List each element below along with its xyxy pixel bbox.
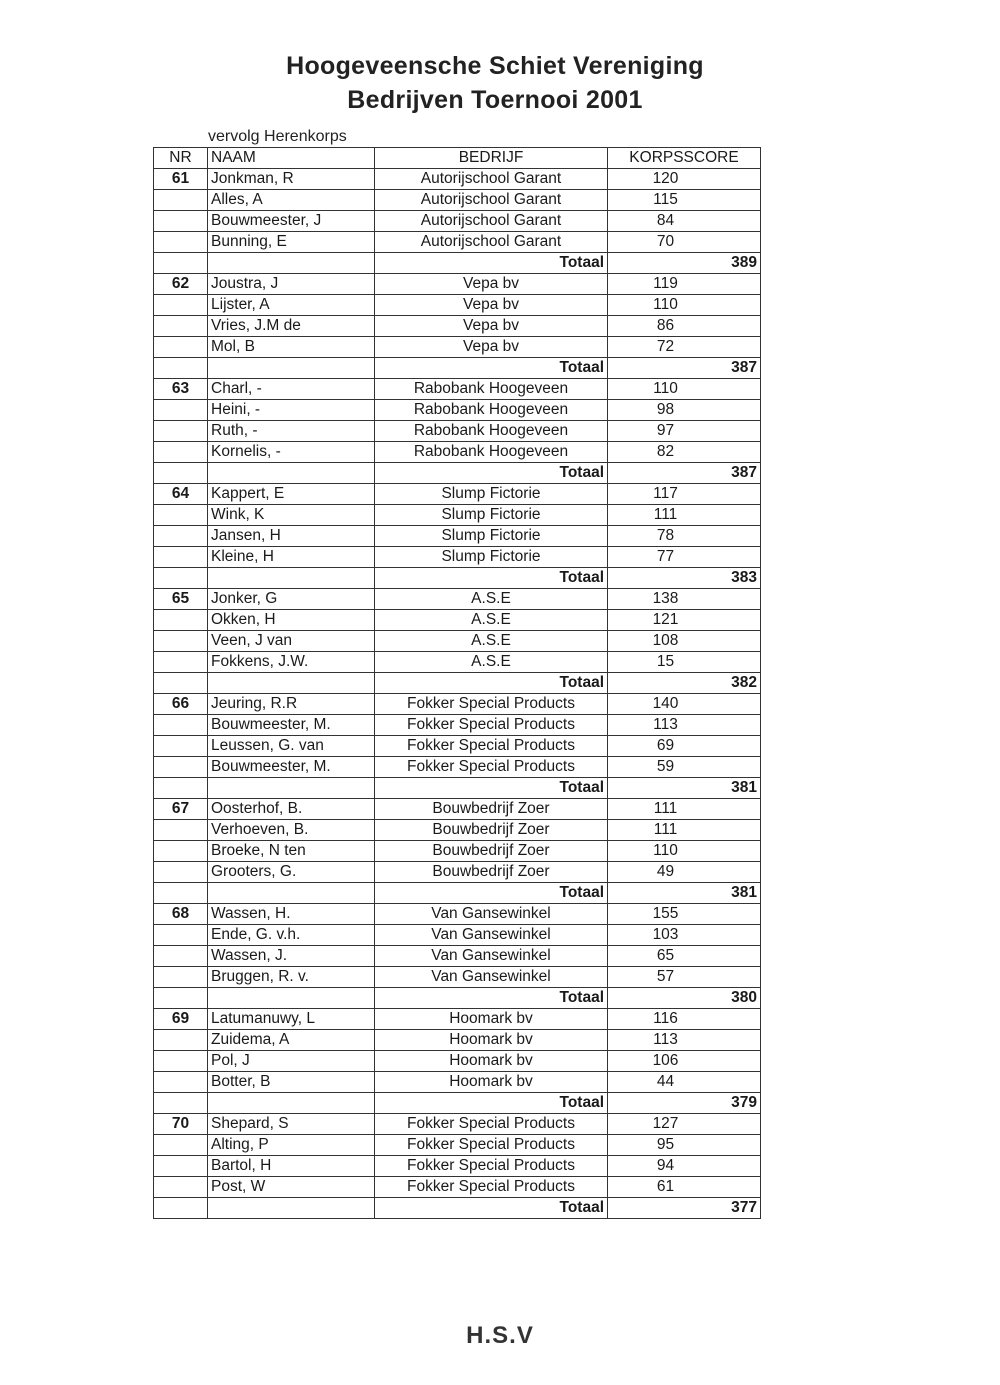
score-cell: 117 — [608, 484, 761, 505]
nr-cell — [154, 967, 208, 988]
total-row — [154, 253, 761, 274]
bedrijf-cell: Vepa bv — [375, 295, 608, 316]
score-cell: 103 — [608, 925, 761, 946]
score-cell: 97 — [608, 421, 761, 442]
bedrijf-cell: Vepa bv — [375, 337, 608, 358]
bedrijf-cell: Van Gansewinkel — [375, 946, 608, 967]
naam-cell: Bartol, H — [208, 1156, 375, 1177]
total-value: 387 — [608, 463, 761, 484]
column-header-nr: NR — [154, 148, 208, 169]
empty-cell — [208, 463, 375, 484]
bedrijf-cell: Hoomark bv — [375, 1072, 608, 1093]
bedrijf-cell: Slump Fictorie — [375, 484, 608, 505]
naam-cell: Bunning, E — [208, 232, 375, 253]
table-row — [154, 589, 761, 610]
table-row — [154, 169, 761, 190]
score-cell: 57 — [608, 967, 761, 988]
empty-cell — [154, 778, 208, 799]
score-cell: 116 — [608, 1009, 761, 1030]
bedrijf-cell: Bouwbedrijf Zoer — [375, 820, 608, 841]
bedrijf-cell: A.S.E — [375, 631, 608, 652]
total-value: 382 — [608, 673, 761, 694]
total-row — [154, 673, 761, 694]
bedrijf-cell: Van Gansewinkel — [375, 904, 608, 925]
total-value: 379 — [608, 1093, 761, 1114]
nr-cell — [154, 505, 208, 526]
table-row — [154, 757, 761, 778]
table-row — [154, 967, 761, 988]
bedrijf-cell: A.S.E — [375, 652, 608, 673]
score-cell: 44 — [608, 1072, 761, 1093]
nr-cell — [154, 442, 208, 463]
bedrijf-cell: Van Gansewinkel — [375, 967, 608, 988]
empty-cell — [208, 358, 375, 379]
nr-cell — [154, 757, 208, 778]
bedrijf-cell: Rabobank Hoogeveen — [375, 442, 608, 463]
nr-cell — [154, 652, 208, 673]
score-cell: 119 — [608, 274, 761, 295]
naam-cell: Fokkens, J.W. — [208, 652, 375, 673]
total-label: Totaal — [375, 463, 608, 484]
bedrijf-cell: Fokker Special Products — [375, 1177, 608, 1198]
nr-cell — [154, 820, 208, 841]
column-header-naam: NAAM — [208, 148, 375, 169]
total-row — [154, 1198, 761, 1219]
total-label: Totaal — [375, 778, 608, 799]
table-row — [154, 547, 761, 568]
empty-cell — [154, 673, 208, 694]
naam-cell: Lijster, A — [208, 295, 375, 316]
total-row — [154, 778, 761, 799]
score-cell: 121 — [608, 610, 761, 631]
naam-cell: Alles, A — [208, 190, 375, 211]
naam-cell: Leussen, G. van — [208, 736, 375, 757]
footer-initials: H.S.V — [466, 1322, 534, 1349]
table-row — [154, 946, 761, 967]
nr-cell: 68 — [154, 904, 208, 925]
bedrijf-cell: Bouwbedrijf Zoer — [375, 862, 608, 883]
table-row — [154, 505, 761, 526]
total-value: 381 — [608, 778, 761, 799]
results-table — [153, 147, 761, 1219]
bedrijf-cell: Fokker Special Products — [375, 1135, 608, 1156]
bedrijf-cell: Slump Fictorie — [375, 505, 608, 526]
total-value: 380 — [608, 988, 761, 1009]
naam-cell: Botter, B — [208, 1072, 375, 1093]
empty-cell — [154, 358, 208, 379]
bedrijf-cell: A.S.E — [375, 589, 608, 610]
table-row — [154, 862, 761, 883]
score-cell: 61 — [608, 1177, 761, 1198]
table-row — [154, 1114, 761, 1135]
total-value: 387 — [608, 358, 761, 379]
score-cell: 106 — [608, 1051, 761, 1072]
naam-cell: Charl, - — [208, 379, 375, 400]
score-cell: 84 — [608, 211, 761, 232]
table-row — [154, 337, 761, 358]
total-value: 389 — [608, 253, 761, 274]
bedrijf-cell: Fokker Special Products — [375, 1114, 608, 1135]
nr-cell — [154, 337, 208, 358]
nr-cell: 66 — [154, 694, 208, 715]
table-row — [154, 1135, 761, 1156]
bedrijf-cell: Rabobank Hoogeveen — [375, 400, 608, 421]
nr-cell: 62 — [154, 274, 208, 295]
empty-cell — [208, 778, 375, 799]
score-cell: 78 — [608, 526, 761, 547]
score-cell: 59 — [608, 757, 761, 778]
score-cell: 94 — [608, 1156, 761, 1177]
empty-cell — [154, 988, 208, 1009]
empty-cell — [208, 673, 375, 694]
table-row — [154, 1156, 761, 1177]
score-cell: 70 — [608, 232, 761, 253]
naam-cell: Ruth, - — [208, 421, 375, 442]
score-cell: 95 — [608, 1135, 761, 1156]
total-label: Totaal — [375, 1093, 608, 1114]
empty-cell — [154, 568, 208, 589]
total-value: 383 — [608, 568, 761, 589]
score-cell: 108 — [608, 631, 761, 652]
score-cell: 69 — [608, 736, 761, 757]
empty-cell — [208, 883, 375, 904]
score-cell: 155 — [608, 904, 761, 925]
table-header-row — [154, 148, 761, 169]
nr-cell — [154, 232, 208, 253]
bedrijf-cell: Van Gansewinkel — [375, 925, 608, 946]
table-row — [154, 736, 761, 757]
naam-cell: Joustra, J — [208, 274, 375, 295]
nr-cell — [154, 715, 208, 736]
nr-cell — [154, 1156, 208, 1177]
naam-cell: Latumanuwy, L — [208, 1009, 375, 1030]
empty-cell — [154, 253, 208, 274]
naam-cell: Shepard, S — [208, 1114, 375, 1135]
empty-cell — [154, 1198, 208, 1219]
naam-cell: Oosterhof, B. — [208, 799, 375, 820]
total-row — [154, 568, 761, 589]
table-row — [154, 442, 761, 463]
naam-cell: Post, W — [208, 1177, 375, 1198]
total-value: 381 — [608, 883, 761, 904]
nr-cell — [154, 295, 208, 316]
total-label: Totaal — [375, 673, 608, 694]
total-row — [154, 883, 761, 904]
nr-cell: 63 — [154, 379, 208, 400]
table-row — [154, 526, 761, 547]
table-row — [154, 1009, 761, 1030]
score-cell: 77 — [608, 547, 761, 568]
empty-cell — [208, 1198, 375, 1219]
bedrijf-cell: Fokker Special Products — [375, 715, 608, 736]
total-label: Totaal — [375, 253, 608, 274]
table-row — [154, 631, 761, 652]
naam-cell: Bouwmeester, M. — [208, 715, 375, 736]
naam-cell: Okken, H — [208, 610, 375, 631]
bedrijf-cell: A.S.E — [375, 610, 608, 631]
bedrijf-cell: Vepa bv — [375, 316, 608, 337]
empty-cell — [154, 463, 208, 484]
total-label: Totaal — [375, 568, 608, 589]
bedrijf-cell: Slump Fictorie — [375, 547, 608, 568]
naam-cell: Heini, - — [208, 400, 375, 421]
table-row — [154, 232, 761, 253]
naam-cell: Zuidema, A — [208, 1030, 375, 1051]
score-cell: 72 — [608, 337, 761, 358]
nr-cell — [154, 421, 208, 442]
nr-cell: 65 — [154, 589, 208, 610]
naam-cell: Verhoeven, B. — [208, 820, 375, 841]
table-row — [154, 295, 761, 316]
table-row — [154, 820, 761, 841]
total-value: 377 — [608, 1198, 761, 1219]
score-cell: 98 — [608, 400, 761, 421]
nr-cell — [154, 925, 208, 946]
naam-cell: Jansen, H — [208, 526, 375, 547]
score-cell: 140 — [608, 694, 761, 715]
empty-cell — [208, 568, 375, 589]
naam-cell: Kornelis, - — [208, 442, 375, 463]
nr-cell — [154, 400, 208, 421]
score-cell: 82 — [608, 442, 761, 463]
total-row — [154, 988, 761, 1009]
empty-cell — [208, 988, 375, 1009]
nr-cell — [154, 841, 208, 862]
bedrijf-cell: Rabobank Hoogeveen — [375, 421, 608, 442]
nr-cell — [154, 316, 208, 337]
table-row — [154, 1072, 761, 1093]
total-label: Totaal — [375, 358, 608, 379]
score-cell: 15 — [608, 652, 761, 673]
document-title: Hoogeveensche Schiet Vereniging — [286, 52, 704, 80]
naam-cell: Broeke, N ten — [208, 841, 375, 862]
total-label: Totaal — [375, 883, 608, 904]
score-cell: 113 — [608, 1030, 761, 1051]
total-row — [154, 1093, 761, 1114]
nr-cell — [154, 1177, 208, 1198]
bedrijf-cell: Fokker Special Products — [375, 1156, 608, 1177]
bedrijf-cell: Hoomark bv — [375, 1030, 608, 1051]
naam-cell: Bruggen, R. v. — [208, 967, 375, 988]
score-cell: 138 — [608, 589, 761, 610]
table-row — [154, 190, 761, 211]
score-cell: 113 — [608, 715, 761, 736]
score-cell: 110 — [608, 295, 761, 316]
total-row — [154, 358, 761, 379]
naam-cell: Veen, J van — [208, 631, 375, 652]
bedrijf-cell: Autorijschool Garant — [375, 232, 608, 253]
column-header-korpsscore: KORPSSCORE — [608, 148, 761, 169]
score-cell: 49 — [608, 862, 761, 883]
score-cell: 120 — [608, 169, 761, 190]
nr-cell — [154, 1135, 208, 1156]
bedrijf-cell: Fokker Special Products — [375, 694, 608, 715]
nr-cell — [154, 211, 208, 232]
naam-cell: Jonkman, R — [208, 169, 375, 190]
table-row — [154, 799, 761, 820]
bedrijf-cell: Autorijschool Garant — [375, 190, 608, 211]
score-cell: 65 — [608, 946, 761, 967]
nr-cell — [154, 862, 208, 883]
naam-cell: Jonker, G — [208, 589, 375, 610]
nr-cell — [154, 526, 208, 547]
bedrijf-cell: Hoomark bv — [375, 1009, 608, 1030]
table-row — [154, 484, 761, 505]
empty-cell — [208, 253, 375, 274]
bedrijf-cell: Vepa bv — [375, 274, 608, 295]
naam-cell: Bouwmeester, J — [208, 211, 375, 232]
section-label: vervolg Herenkorps — [208, 128, 347, 145]
bedrijf-cell: Hoomark bv — [375, 1051, 608, 1072]
table-row — [154, 841, 761, 862]
bedrijf-cell: Autorijschool Garant — [375, 211, 608, 232]
column-header-bedrijf: BEDRIJF — [375, 148, 608, 169]
naam-cell: Kappert, E — [208, 484, 375, 505]
nr-cell: 70 — [154, 1114, 208, 1135]
table-row — [154, 400, 761, 421]
table-row — [154, 1030, 761, 1051]
nr-cell: 69 — [154, 1009, 208, 1030]
naam-cell: Kleine, H — [208, 547, 375, 568]
table-row — [154, 211, 761, 232]
nr-cell — [154, 1072, 208, 1093]
table-row — [154, 652, 761, 673]
score-cell: 110 — [608, 379, 761, 400]
score-cell: 111 — [608, 799, 761, 820]
bedrijf-cell: Bouwbedrijf Zoer — [375, 799, 608, 820]
naam-cell: Wink, K — [208, 505, 375, 526]
empty-cell — [154, 1093, 208, 1114]
nr-cell — [154, 610, 208, 631]
bedrijf-cell: Autorijschool Garant — [375, 169, 608, 190]
bedrijf-cell: Fokker Special Products — [375, 736, 608, 757]
table-row — [154, 316, 761, 337]
naam-cell: Alting, P — [208, 1135, 375, 1156]
nr-cell — [154, 547, 208, 568]
naam-cell: Jeuring, R.R — [208, 694, 375, 715]
score-cell: 127 — [608, 1114, 761, 1135]
total-label: Totaal — [375, 988, 608, 1009]
total-row — [154, 463, 761, 484]
bedrijf-cell: Rabobank Hoogeveen — [375, 379, 608, 400]
naam-cell: Wassen, J. — [208, 946, 375, 967]
naam-cell: Vries, J.M de — [208, 316, 375, 337]
bedrijf-cell: Fokker Special Products — [375, 757, 608, 778]
total-label: Totaal — [375, 1198, 608, 1219]
score-cell: 111 — [608, 505, 761, 526]
nr-cell: 64 — [154, 484, 208, 505]
table-row — [154, 694, 761, 715]
table-row — [154, 1051, 761, 1072]
nr-cell — [154, 190, 208, 211]
nr-cell: 61 — [154, 169, 208, 190]
bedrijf-cell: Slump Fictorie — [375, 526, 608, 547]
table-row — [154, 274, 761, 295]
table-row — [154, 379, 761, 400]
table-row — [154, 925, 761, 946]
table-row — [154, 421, 761, 442]
table-body — [154, 169, 761, 1219]
naam-cell: Bouwmeester, M. — [208, 757, 375, 778]
naam-cell: Grooters, G. — [208, 862, 375, 883]
naam-cell: Pol, J — [208, 1051, 375, 1072]
nr-cell — [154, 631, 208, 652]
bedrijf-cell: Bouwbedrijf Zoer — [375, 841, 608, 862]
nr-cell — [154, 1051, 208, 1072]
table-row — [154, 904, 761, 925]
naam-cell: Mol, B — [208, 337, 375, 358]
table-row — [154, 610, 761, 631]
empty-cell — [208, 1093, 375, 1114]
score-cell: 86 — [608, 316, 761, 337]
score-cell: 110 — [608, 841, 761, 862]
table-row — [154, 1177, 761, 1198]
naam-cell: Ende, G. v.h. — [208, 925, 375, 946]
table-row — [154, 715, 761, 736]
nr-cell — [154, 1030, 208, 1051]
nr-cell — [154, 736, 208, 757]
empty-cell — [154, 883, 208, 904]
score-cell: 111 — [608, 820, 761, 841]
nr-cell — [154, 946, 208, 967]
score-cell: 115 — [608, 190, 761, 211]
naam-cell: Wassen, H. — [208, 904, 375, 925]
document-subtitle-year: Bedrijven Toernooi 2001 — [347, 86, 643, 114]
nr-cell: 67 — [154, 799, 208, 820]
